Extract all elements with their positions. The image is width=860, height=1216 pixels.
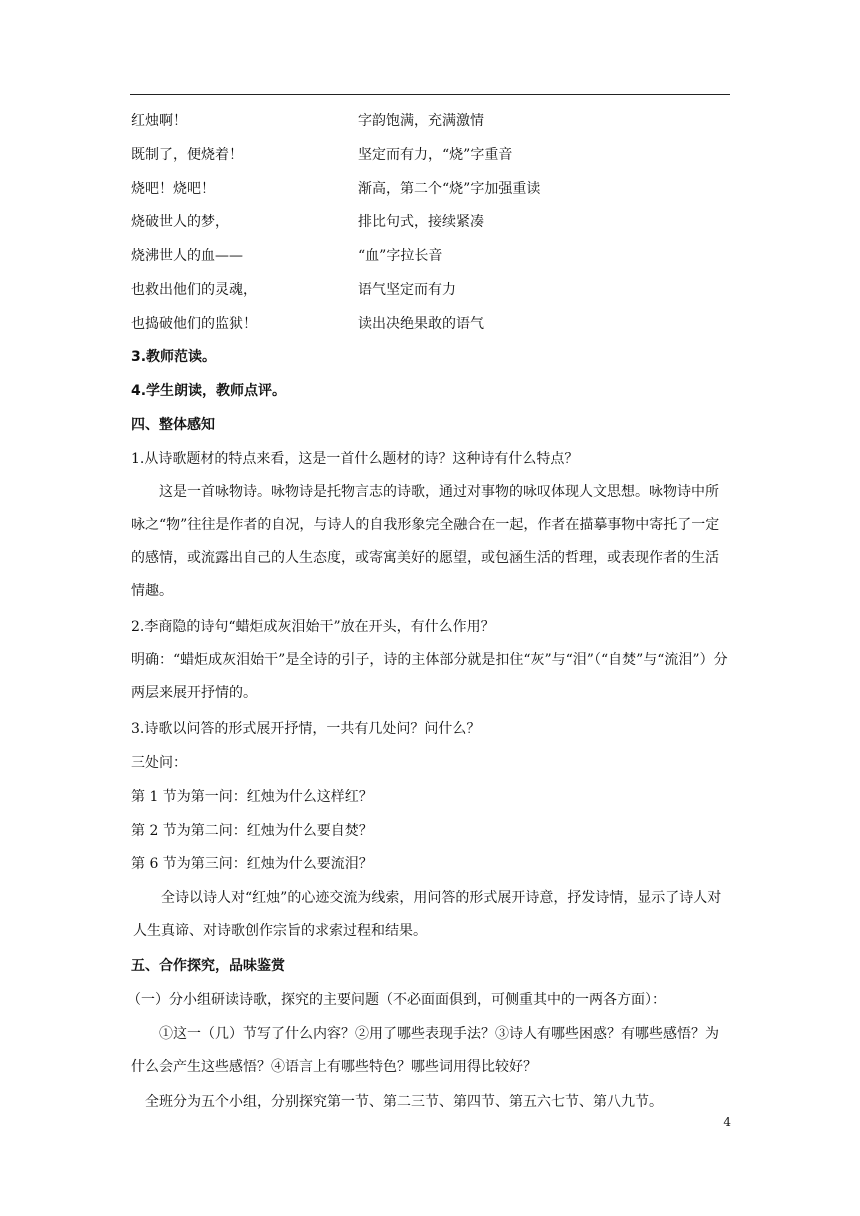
- discussion-questions: ①这一（几）节写了什么内容？②用了哪些表现手法？③诗人有哪些困惑？有哪些感悟？为什么会产生这些感悟？④语言上有哪些特色？哪些词用得比较好？: [131, 1026, 719, 1075]
- section-heading: 五、合作探究，品味鉴赏: [131, 958, 285, 974]
- answer-3-item: 第 1 节为第一问：红烛为什么这样红？: [131, 789, 373, 805]
- question-3: 3.诗歌以问答的形式展开抒情，一共有几处问？问什么？: [131, 721, 481, 737]
- page-number: 4: [723, 1115, 731, 1129]
- poem-line: 烧沸世人的血——: [131, 248, 243, 264]
- answer-3-intro: 三处问：: [131, 755, 187, 771]
- step-teacher-reading: 3.教师范读。: [131, 349, 217, 365]
- answer-3-item: 第 6 节为第三问：红烛为什么要流泪？: [131, 856, 373, 872]
- reading-note: 渐高，第二个“烧”字加强重读: [358, 181, 541, 197]
- reading-note: 坚定而有力，“烧”字重音: [358, 147, 513, 163]
- poem-line: 也救出他们的灵魂，: [131, 282, 257, 298]
- reading-note: “血”字拉长音: [358, 248, 443, 264]
- answer-1: 这是一首咏物诗。咏物诗是托物言志的诗歌，通过对事物的咏叹体现人文思想。咏物诗中所咏之“物”往往是作者的自况，与诗人的自我形象完全融合在一起，作者在描摹事物中寄托了一定的感情，或流露出自己的人生态度，或寄寓美好的愿望，或包涵生活的哲理，或表现作者的生活情趣。: [131, 484, 720, 599]
- question-2: 2.李商隐的诗句“蜡炬成灰泪始干”放在开头，有什么作用？: [131, 619, 495, 635]
- section-heading: 四、整体感知: [131, 417, 215, 433]
- group-assignment: 全班分为五个小组，分别探究第一节、第二三节、第四节、第五六七节、第八九节。: [145, 1094, 663, 1110]
- reading-note: 读出决绝果敢的语气: [358, 316, 484, 332]
- poem-line: 也捣破他们的监狱！: [131, 316, 257, 332]
- answer-3-summary: 全诗以诗人对“红烛”的心迹交流为线索，用问答的形式展开诗意，抒发诗情，显示了诗人对人生真谛、对诗歌创作宗旨的求索过程和结果。: [133, 890, 722, 939]
- reading-note: 排比句式，接续紧凑: [358, 214, 484, 230]
- step-student-reading: 4.学生朗读，教师点评。: [131, 383, 287, 399]
- subsection-heading: （一）分小组研读诗歌，探究的主要问题（不必面面俱到，可侧重其中的一两各方面）：: [127, 992, 666, 1008]
- header-rule: [130, 94, 730, 95]
- poem-line: 烧破世人的梦，: [131, 214, 229, 230]
- poem-line: 烧吧！烧吧！: [131, 181, 215, 197]
- answer-2: 明确：“蜡炬成灰泪始干”是全诗的引子，诗的主体部分就是扣住“灰”与“泪”（“自焚”与“流泪”）分两层来展开抒情的。: [131, 652, 728, 701]
- question-1: 1.从诗歌题材的特点来看，这是一首什么题材的诗？这种诗有什么特点？: [131, 451, 579, 467]
- reading-note: 字韵饱满，充满激情: [358, 113, 484, 129]
- answer-3-item: 第 2 节为第二问：红烛为什么要自焚？: [131, 823, 373, 839]
- reading-note: 语气坚定而有力: [358, 282, 456, 298]
- poem-line: 既制了，便烧着！: [131, 147, 243, 163]
- poem-line: 红烛啊！: [131, 113, 187, 129]
